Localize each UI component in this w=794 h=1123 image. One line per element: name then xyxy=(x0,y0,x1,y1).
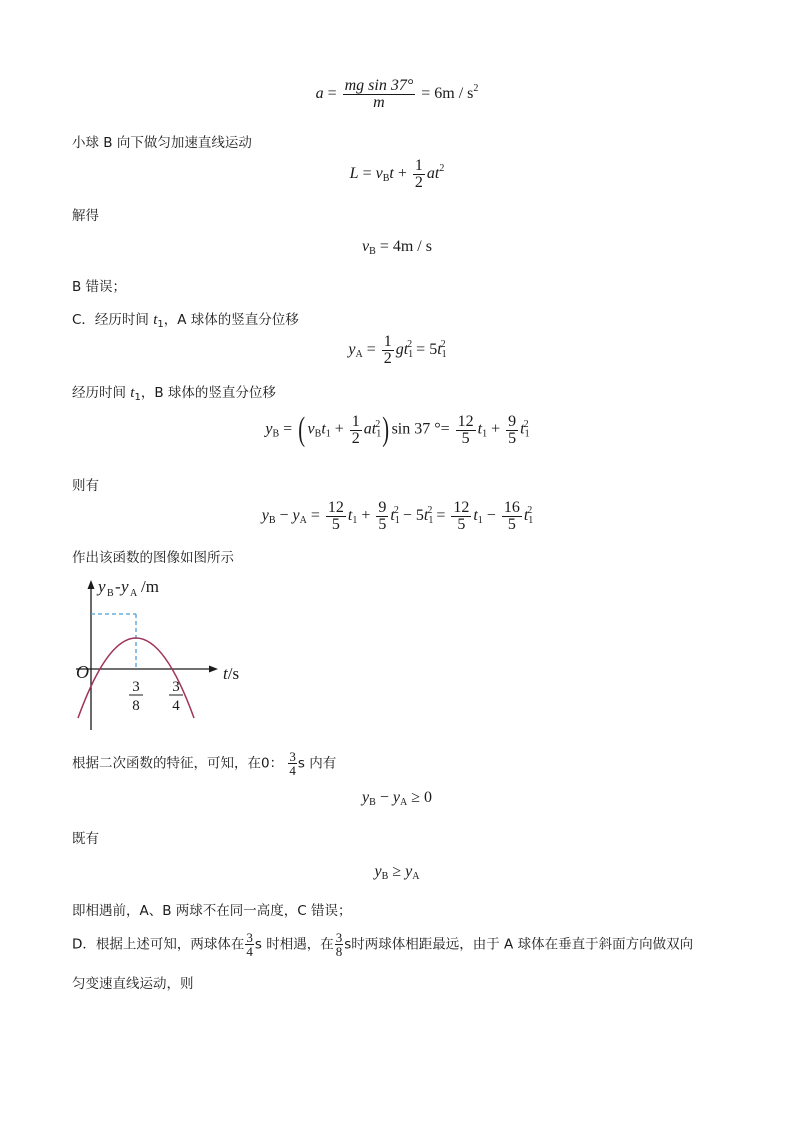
parabola-graph xyxy=(60,572,260,732)
equation-yb: $y_B$ = ( $v_Bt_1$ + $\frac{1}{2}$ $at_1^2$) sin 37 °= $\frac{12}{5}$ $t_1$ + $\frac{9}{5}$ $t_1^2$ xyxy=(265,411,530,448)
equation-displacement: $L = v_Bt$ + $\frac{1}{2}$ $at^2$ xyxy=(349,157,445,191)
x-axis-arrow xyxy=(209,666,218,673)
equation-inequality: $y_B - y_A \ge 0$ xyxy=(362,789,432,808)
origin-label: O xyxy=(76,662,89,682)
svg-text:/m: /m xyxy=(141,577,159,596)
x-axis-label: t/s xyxy=(223,664,240,683)
text-line: 根据二次函数的特征，可知，在0： $\frac{3}{4}$ s 内有 xyxy=(72,749,337,778)
y-axis-arrow xyxy=(88,580,95,589)
svg-text:y: y xyxy=(121,577,129,596)
equation-difference: $y_B - y_A$ = $\frac{12}{5}$ $t_1$ + $\frac{9}{5}$ $t_1^2 - 5t_1^2$ = $\frac{12}{5}$ $t_1$ − $\frac{16}{5}$ $t_1^2$ xyxy=(261,499,534,533)
text-line: 匀变速直线运动，则 xyxy=(72,976,194,992)
y-axis-label: y xyxy=(98,577,106,596)
text-line: 小球 B 向下做匀加速直线运动 xyxy=(72,135,252,151)
text-line: 则有 xyxy=(72,478,99,494)
text-line: D．根据上述可知，两球体在 $\frac{3}{4}$ s 时相遇，在 $\frac{3}{8}$ s时两球体相距最远，由于 A 球体在垂直于斜面方向做双向 xyxy=(72,930,694,959)
text-line: B 错误； xyxy=(72,279,127,295)
text-line: 既有 xyxy=(72,831,99,847)
tick-3-8-den: 8 xyxy=(132,698,140,714)
text-line: 解得 xyxy=(72,208,99,224)
text-line: 即相遇前，A、B 两球不在同一高度，C 错误； xyxy=(72,903,352,919)
svg-text:-: - xyxy=(115,577,121,596)
text-line: 经历时间 $t_1$，B 球体的竖直分位移 xyxy=(72,385,276,403)
svg-text:B: B xyxy=(107,588,114,599)
text-line: 作出该函数的图像如图所示 xyxy=(72,550,234,566)
equation-velocity: $v_B = 4m / s$ xyxy=(362,238,432,257)
svg-text:A: A xyxy=(130,588,138,599)
text-line: C．经历时间 $t_1$，A 球体的竖直分位移 xyxy=(72,312,299,330)
tick-3-4-den: 4 xyxy=(172,698,180,714)
equation-ya: $y_A$ = $\frac{1}{2}$ $gt_1^2 = 5t_1^2$ xyxy=(348,333,447,367)
tick-3-8-num: 3 xyxy=(132,679,140,695)
equation-acceleration: a = $\frac{\text{mg sin 37°}}{m}$ = $6m / s^2$ xyxy=(315,77,479,111)
tick-3-4-num: 3 xyxy=(172,679,180,695)
equation-compare: $y_B \ge y_A$ xyxy=(374,863,420,882)
